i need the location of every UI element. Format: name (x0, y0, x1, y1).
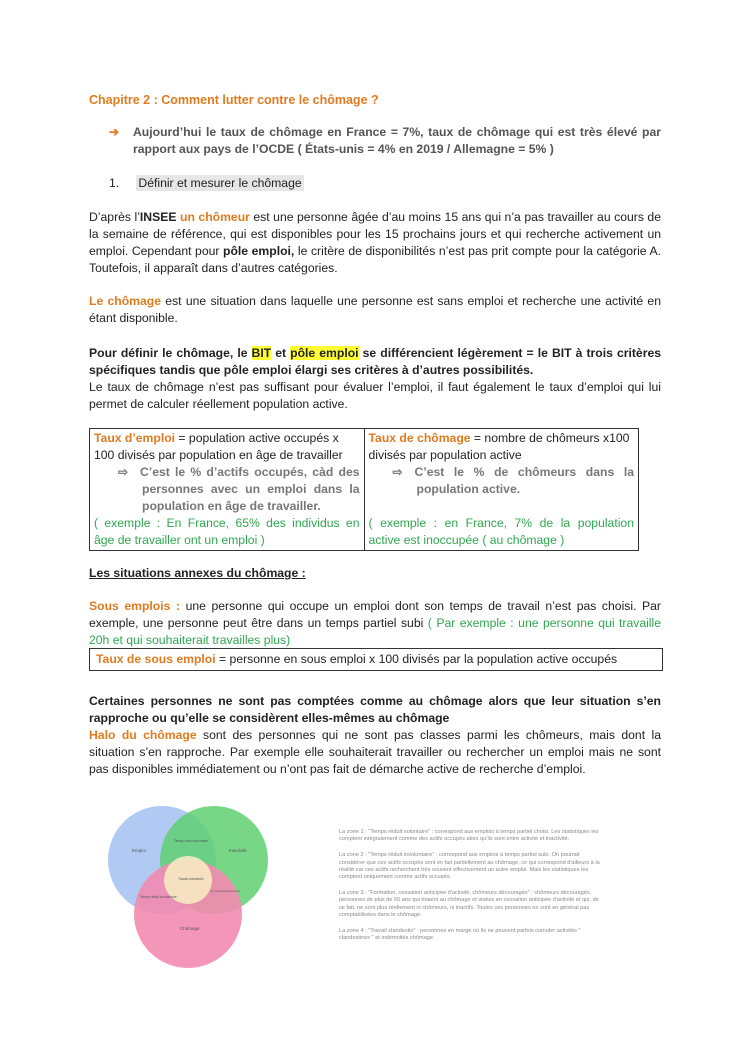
paragraph-halo-chomage (89, 693, 661, 778)
legend-zone-4: La zone 4 : "Travail clandestin" : personnes en marge où ils ne peuvent parfois cumuler activités " clandestines " et indemnités chômage. (339, 928, 581, 942)
hollow-arrow-icon: ⇨ (392, 465, 403, 479)
legend-zone-2: La zone 2 : "Temps réduit involontaire" : correspond aux emplois à temps partiel subi. On pourrait considérer que ces actifs occupés sont en fait partiellement au chômage, ce qui correspond d'ailleurs à la réalité car ces actifs recherchent très souvent effectivement un autre emploi. Mais les statistiques les comptent uniquement comme actifs occupés. (339, 852, 600, 881)
rates-table (89, 428, 639, 551)
taux-chomage-cell (364, 429, 639, 551)
halo-term: Halo du chômage (89, 728, 197, 742)
taux-emploi-cell (90, 429, 365, 551)
note-text: C’est le % d’actifs occupés, càd des personnes avec un emploi dans la population en âge de travailler. (140, 465, 360, 513)
pole-emploi-term: pôle emploi, (223, 244, 295, 258)
text-run: Pour définir le chômage, le (89, 346, 252, 360)
paragraph-sous-emploi (89, 598, 661, 649)
venn-label-temps-volontaire: Temps réduit volontaire (174, 839, 209, 843)
text-run: le critère de disponibilités n’est pas prit compte pour la catégorie A. Toutefois, il apparaît dans d’autres catégories. (89, 244, 661, 275)
text-run: sont des personnes qui ne sont pas classes parmi les chômeurs, mais dont la situation s’en rapproche. Par exemple elle souhaiterait travailler ou rechercher un emploi mais ne sont pas disponibles immédiatement ou n’ont pas fait de démarche active de recherche d’emploi. (89, 728, 661, 776)
sous-emploi-example: ( Par exemple : une personne qui travaille 20h et qui souhaiterait travailles plus) (89, 616, 662, 647)
taux-emploi-note (118, 464, 360, 515)
taux-emploi-example: ( exemple : En France, 65% des individus en âge de travailler ont un emploi ) (94, 516, 360, 547)
taux-chomage-definition: = nombre de chômeurs x100 divisés par population active (368, 431, 630, 462)
paragraph-chomage-definition (89, 293, 661, 327)
text-run: et (271, 346, 291, 360)
text-run: est une personne âgée d’au moins 15 ans qui n’a pas travailler au cours de la semaine de référence, qui est disponibles pour les 15 prochains jours et qui recherche activement un emploi. Cependant pour (89, 210, 661, 258)
taux-sous-emploi-box (89, 648, 663, 671)
section-number: 1. (109, 176, 120, 190)
intro-text: Aujourd’hui le taux de chômage en France = 7%, taux de chômage qui est très élevé par rapport aux pays de l’OCDE ( États-unis = 4% en 2019 / Allemagne = 5% ) (133, 125, 661, 156)
taux-emploi-definition: = population active occupés x 100 divisés par population en âge de travailler (94, 431, 343, 462)
intro-bullet (109, 124, 661, 158)
venn-label-inactivite: Inactivité (229, 848, 247, 853)
venn-label-chomage: Chômage (180, 926, 200, 931)
section-heading (109, 176, 304, 190)
chomeur-term: un chômeur (180, 210, 250, 224)
hollow-arrow-icon: ⇨ (118, 465, 129, 479)
legend-zone-3: La zone 3 : "Formation, cessation anticipée d'activité, chômeurs découragés" : chômeurs découragés, personnes de plus de 55 ans qui étaient au chômage et visées en cessation anticipée d'activité et qui, de ce fait, ne sont plus réellement ni chômeurs, ni inactifs. Toutes ces personnes ne sont en général pas comptabilisées dans le chômage. (339, 890, 599, 918)
paragraph-chomeur-definition (89, 209, 661, 277)
venn-diagram (104, 802, 274, 972)
venn-legend (339, 829, 601, 951)
taux-emploi-term: Taux d’emploi (94, 431, 176, 445)
text-run: D’après l’ (89, 210, 140, 224)
arrow-right-icon: ➔ (109, 125, 120, 139)
paragraph-bit-pole-emploi (89, 345, 661, 413)
text-run: est une situation dans laquelle une personne est sans emploi et recherche une activité en étant disponible. (89, 294, 661, 325)
bit-highlight: BIT (251, 346, 272, 360)
venn-label-formation: Formation, cessation anticipée d'activité, chômeurs découragés (210, 889, 241, 893)
chapter-title: Chapitre 2 : Comment lutter contre le chômage ? (89, 93, 379, 107)
taux-sous-emploi-term: Taux de sous emploi (96, 652, 216, 666)
pole-emploi-highlight: pôle emploi (290, 346, 359, 360)
legend-zone-1: La zone 1 : "Temps réduit volontaire" : correspond aux emplois à temps partiel choisi. Les statistiques les comptent intégralement comme des actifs occupés alors qu'ils sont entre activité et inactivité. (339, 829, 599, 843)
note-text: C’est le % de chômeurs dans la population active. (414, 465, 634, 496)
taux-chomage-example: ( exemple : en France, 7% de la population active est inoccupée ( au chômage ) (368, 516, 634, 547)
annex-heading: Les situations annexes du chômage : (89, 566, 306, 580)
text-run: se différencient légèrement = le BIT à trois critères spécifiques tandis que pôle emploi élargi ses critères à d’autres possibilités. (89, 346, 662, 377)
sous-emploi-term: Sous emplois : (89, 599, 181, 613)
section-label: Définir et mesurer le chômage (138, 176, 302, 190)
venn-label-temps-involontaire: Temps réduit involontaire (140, 895, 177, 899)
text-run: = personne en sous emploi x 100 divisés par la population active occupés (215, 652, 618, 666)
text-run: une personne qui occupe un emploi dont son temps de travail n’est pas choisi. Par exemple, une personne peut être dans un temps partiel subi (89, 599, 661, 630)
venn-label-emploi: Emploi (132, 848, 146, 853)
venn-label-travail-clandestin: Travail clandestin (178, 877, 204, 881)
halo-intro: Certaines personnes ne sont pas comptées comme au chômage alors que leur situation s’en rapproche ou qu’elle se considèrent elles-mêmes au chômage (89, 694, 661, 725)
chomage-term: Le chômage (89, 294, 162, 308)
insee-term: INSEE (139, 210, 177, 224)
taux-chomage-note (393, 464, 635, 498)
text-run: Le taux de chômage n’est pas suffisant pour évaluer l’emploi, il faut également le taux d’emploi qui lui permet de calculer réellement population active. (89, 380, 661, 411)
taux-chomage-term: Taux de chômage (368, 431, 471, 445)
